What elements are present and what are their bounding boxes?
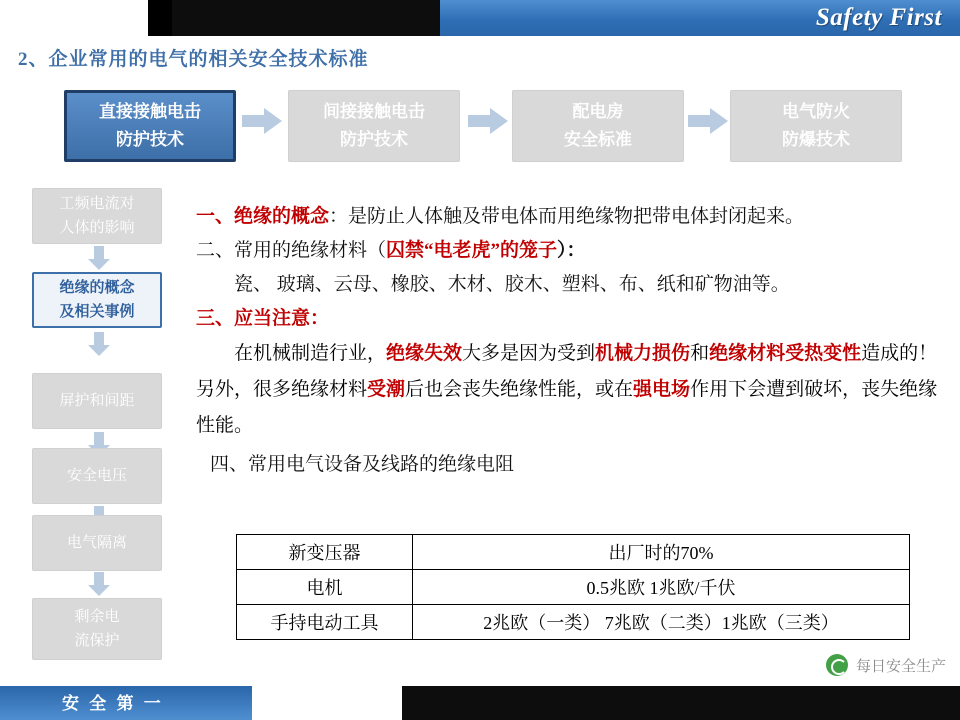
table-cell-device: 手持电动工具 [237, 605, 413, 640]
sidebar-item-line2: 及相关事例 [59, 304, 135, 320]
para-highlight-5: 强电场 [633, 379, 691, 400]
para-part-c: 和 [690, 343, 710, 364]
sidebar-item-line1: 屏护和间距 [59, 393, 135, 409]
table-cell-device: 电机 [237, 570, 413, 605]
bottom-bar-blue-segment [0, 686, 252, 720]
sidebar-item-line2: 流保护 [74, 633, 120, 649]
item2-head: 二、常用的绝缘材料（ [196, 240, 387, 261]
content-paragraph [196, 336, 940, 444]
flow-arrow-2 [468, 108, 508, 134]
sidebar-item-line2: 人体的影响 [59, 220, 135, 236]
para-part-e: 后也会丧失绝缘性能，或在 [405, 379, 634, 400]
flow-step-line2: 安全标准 [564, 130, 632, 149]
para-part-a: 在机械制造行业， [234, 343, 387, 364]
bottom-bar [0, 686, 960, 720]
flow-step-direct-contact[interactable] [64, 90, 236, 162]
flow-step-line2: 防爆技术 [782, 130, 850, 149]
content-item-3 [196, 302, 940, 336]
section-heading: 2、企业常用的电气的相关安全技术标准 [18, 49, 369, 70]
para-part-b: 大多是因为受到 [462, 343, 596, 364]
sidebar-arrow-5 [88, 572, 110, 596]
flow-arrow-3 [688, 108, 728, 134]
footer-text: 安 全 第 一 [62, 694, 164, 713]
para-part-d: 造成的！另外，很多绝缘材料 [196, 343, 938, 400]
table-row [237, 605, 910, 640]
table-cell-value: 出厂时的70% [413, 535, 910, 570]
sidebar-arrow-2 [88, 332, 110, 356]
table-row [237, 535, 910, 570]
item1-body: ：是防止人体触及带电体而用绝缘物把带电体封闭起来。 [329, 206, 805, 227]
top-bar-black-segment-2 [172, 0, 440, 36]
wechat-logo-icon [826, 654, 848, 676]
top-bar [0, 0, 960, 36]
sidebar-item-line1: 工频电流对 [59, 196, 135, 212]
flow-step-distribution-room[interactable] [512, 90, 684, 162]
para-highlight-1: 绝缘失效 [386, 343, 463, 364]
para-highlight-2: 机械力损伤 [595, 343, 691, 364]
item1-number: 一、 [196, 206, 235, 227]
para-highlight-3: 绝缘材料受热变性 [709, 343, 862, 364]
table-row [237, 570, 910, 605]
watermark-text: 每日安全生产 [855, 658, 946, 675]
flow-step-fire-explosion[interactable] [730, 90, 902, 162]
sidebar-item-line1: 安全电压 [66, 468, 127, 484]
flow-step-line1: 配电房 [572, 102, 624, 121]
content-item-4 [196, 448, 940, 482]
flow-arrow-1 [242, 108, 282, 134]
para-part-f: 作用下会遭到破坏，丧失绝缘性能。 [196, 379, 938, 436]
sidebar-arrow-1 [88, 246, 110, 270]
table-cell-device: 新变压器 [237, 535, 413, 570]
sidebar-item-shielding-spacing[interactable] [32, 373, 162, 429]
item4-head: 四、常用电气设备及线路的绝缘电阻 [210, 454, 515, 475]
watermark [826, 654, 946, 676]
page-title: Safety First [815, 4, 942, 31]
para-highlight-4: 受潮 [367, 379, 406, 400]
content-item-1 [196, 200, 940, 234]
sidebar-item-line1: 剩余电 [74, 609, 120, 625]
item2-tail: ）： [557, 240, 586, 261]
item1-title: 绝缘的概念 [234, 206, 330, 227]
flow-step-indirect-contact[interactable] [288, 90, 460, 162]
flow-step-line2: 防护技术 [340, 130, 408, 149]
top-bar-black-segment-1 [148, 0, 172, 36]
content-item-2-list [196, 268, 940, 302]
sidebar-item-line1: 绝缘的概念 [59, 280, 135, 296]
sidebar-item-line1: 电气隔离 [66, 535, 127, 551]
insulation-resistance-table [236, 534, 910, 640]
flow-step-line1: 间接接触电击 [323, 102, 425, 121]
table-cell-value: 2兆欧（一类） 7兆欧（二类）1兆欧（三类） [413, 605, 910, 640]
sidebar-item-residual-current-protection[interactable] [32, 598, 162, 660]
flow-step-line1: 直接接触电击 [99, 102, 201, 121]
sidebar-item-electrical-isolation[interactable] [32, 515, 162, 571]
bottom-bar-black-segment [402, 686, 960, 720]
item2-highlight: 囚禁“电老虎”的笼子 [386, 240, 558, 261]
sidebar-item-insulation-concept[interactable] [32, 272, 162, 328]
item3-head: 三、应当注意： [196, 308, 330, 329]
item2-list: 瓷、 玻璃、云母、橡胶、木材、胶木、塑料、布、纸和矿物油等。 [234, 274, 790, 295]
top-bar-blue-segment [440, 0, 960, 36]
table-cell-value: 0.5兆欧 1兆欧/千伏 [413, 570, 910, 605]
top-bar-white-segment [0, 0, 148, 36]
content-item-2 [196, 234, 940, 268]
flow-step-line2: 防护技术 [116, 130, 184, 149]
sidebar-item-safety-voltage[interactable] [32, 448, 162, 504]
bottom-bar-white-segment [252, 686, 402, 720]
sidebar-item-power-frequency-current[interactable] [32, 188, 162, 244]
content-body [196, 200, 940, 482]
flow-step-line1: 电气防火 [782, 102, 850, 121]
